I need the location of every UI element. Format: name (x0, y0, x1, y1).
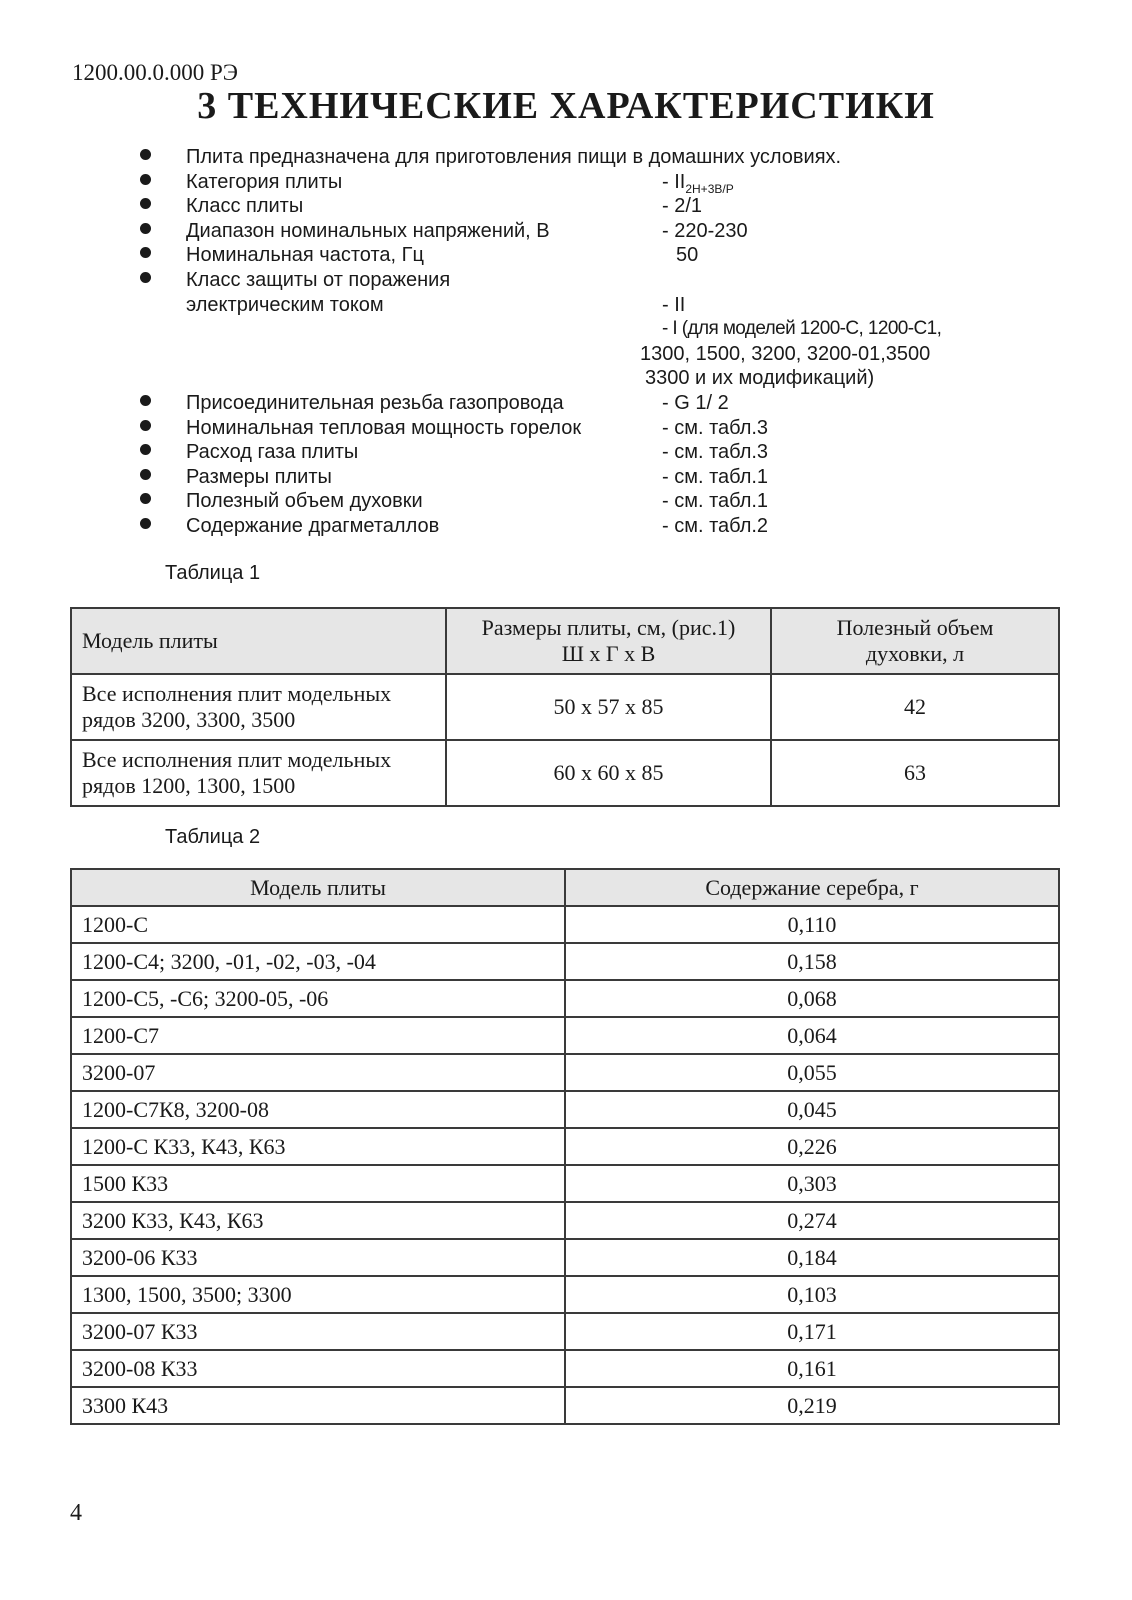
spec-value: - G 1/ 2 (662, 391, 729, 414)
spec-power (0, 417, 1132, 442)
table-row (71, 1350, 1059, 1387)
spec-value: - см. табл.3 (662, 416, 769, 439)
cell-volume: 42 (771, 674, 1059, 740)
spec-protection (0, 269, 1132, 294)
table-header-row (71, 608, 1059, 674)
cell-silver: 0,184 (565, 1239, 1059, 1276)
bullet-icon (140, 469, 151, 480)
section-title: 3 ТЕХНИЧЕСКИЕ ХАРАКТЕРИСТИКИ (197, 85, 935, 127)
bullet-icon (140, 198, 151, 209)
cell-silver: 0,045 (565, 1091, 1059, 1128)
cell-model-line2: рядов 3200, 3300, 3500 (82, 707, 296, 732)
spec-label: Категория плиты (186, 170, 343, 193)
table-row (71, 1239, 1059, 1276)
dimensions-table (70, 607, 1060, 807)
spec-value: - см. табл.1 (662, 490, 769, 513)
table-row (71, 943, 1059, 980)
bullet-icon (140, 272, 151, 283)
spec-value: - II (662, 293, 686, 316)
spec-label: Полезный объем духовки (186, 490, 423, 513)
spec-gas (0, 441, 1132, 466)
cell-model: 3200 К33, К43, К63 (71, 1202, 565, 1239)
table2-caption: Таблица 2 (165, 826, 261, 848)
table-row (71, 1128, 1059, 1165)
cell-model: 1200-С5, -С6; 3200-05, -06 (71, 980, 565, 1017)
bullet-icon (140, 174, 151, 185)
cell-model: 1200-С4; 3200, -01, -02, -03, -04 (71, 943, 565, 980)
cell-model (71, 674, 446, 740)
spec-label: Размеры плиты (186, 465, 332, 488)
spec-value: - 220-230 (662, 219, 748, 242)
spec-protection-cont (0, 367, 1132, 392)
table-row (71, 1054, 1059, 1091)
cell-model-line1: Все исполнения плит модельных (82, 747, 392, 772)
table-row (71, 980, 1059, 1017)
spec-frequency (0, 244, 1132, 269)
cell-silver: 0,226 (565, 1128, 1059, 1165)
cell-model-line1: Все исполнения плит модельных (82, 681, 392, 706)
header-model: Модель плиты (71, 608, 446, 674)
spec-value: - см. табл.3 (662, 441, 769, 464)
header-volume (771, 608, 1059, 674)
spec-value-subscript: 2H+3B/P (685, 181, 734, 196)
spec-purpose (0, 146, 1132, 171)
header-dimensions-line1: Размеры плиты, см, (рис.1) (481, 615, 736, 640)
cell-silver: 0,158 (565, 943, 1059, 980)
header-volume-line1: Полезный объем (836, 615, 994, 640)
table-row (71, 1017, 1059, 1054)
cell-volume: 63 (771, 740, 1059, 806)
spec-value: 50 (676, 244, 699, 267)
specifications-list (0, 146, 1132, 540)
cell-silver: 0,110 (565, 906, 1059, 943)
spec-class (0, 195, 1132, 220)
cell-silver: 0,055 (565, 1054, 1059, 1091)
bullet-icon (140, 223, 151, 234)
cell-model: 3200-08 К33 (71, 1350, 565, 1387)
bullet-icon (140, 493, 151, 504)
bullet-icon (140, 247, 151, 258)
cell-model: 1200-С (71, 906, 565, 943)
spec-value (662, 171, 734, 196)
cell-silver: 0,171 (565, 1313, 1059, 1350)
spec-value: - 2/1 (662, 195, 703, 218)
table-row (71, 1202, 1059, 1239)
cell-model: 1200-С7К8, 3200-08 (71, 1091, 565, 1128)
silver-content-table (70, 868, 1060, 1425)
spec-value: - I (для моделей 1200-С, 1200-С1, (662, 318, 942, 340)
table-body (71, 906, 1059, 1424)
spec-label: Номинальная частота, Гц (186, 244, 424, 267)
cell-model: 3200-06 К33 (71, 1239, 565, 1276)
cell-silver: 0,103 (565, 1276, 1059, 1313)
table-header-row (71, 869, 1059, 906)
cell-model: 3200-07 (71, 1054, 565, 1091)
table-row (71, 1091, 1059, 1128)
spec-label: электрическим током (186, 293, 384, 316)
spec-label: Присоединительная резьба газопровода (186, 391, 564, 414)
spec-category (0, 171, 1132, 196)
table-row (71, 1387, 1059, 1424)
spec-value: - см. табл.2 (662, 514, 769, 537)
cell-silver: 0,219 (565, 1387, 1059, 1424)
cell-model: 1500 К33 (71, 1165, 565, 1202)
cell-silver: 0,303 (565, 1165, 1059, 1202)
spec-value-main: - II (662, 170, 686, 193)
header-model: Модель плиты (71, 869, 565, 906)
cell-silver: 0,161 (565, 1350, 1059, 1387)
header-dimensions (446, 608, 771, 674)
cell-dimensions: 60 х 60 х 85 (446, 740, 771, 806)
spec-label: Плита предназначена для приготовления пищи в домашних условиях. (186, 146, 842, 168)
table-row (71, 674, 1059, 740)
table-row (71, 740, 1059, 806)
bullet-icon (140, 395, 151, 406)
spec-label: Содержание драгметаллов (186, 514, 440, 537)
cell-model: 3200-07 К33 (71, 1313, 565, 1350)
document-code: 1200.00.0.000 РЭ (72, 60, 238, 85)
cell-silver: 0,274 (565, 1202, 1059, 1239)
cell-model: 3300 К43 (71, 1387, 565, 1424)
spec-size (0, 466, 1132, 491)
spec-label: Класс плиты (186, 195, 304, 218)
header-silver: Содержание серебра, г (565, 869, 1059, 906)
table1-caption: Таблица 1 (165, 562, 261, 584)
spec-label: Номинальная тепловая мощность горелок (186, 416, 582, 439)
header-volume-line2: духовки, л (865, 641, 965, 666)
cell-model: 1200-С7 (71, 1017, 565, 1054)
cell-model: 1300, 1500, 3500; 3300 (71, 1276, 565, 1313)
spec-label: Класс защиты от поражения (186, 268, 451, 291)
spec-protection-cont (0, 318, 1132, 343)
table-row (71, 1276, 1059, 1313)
spec-protection-cont (0, 294, 1132, 319)
header-dimensions-line2: Ш х Г х В (561, 641, 656, 666)
bullet-icon (140, 518, 151, 529)
spec-label: Расход газа плиты (186, 441, 359, 464)
spec-volume (0, 490, 1132, 515)
spec-value: - см. табл.1 (662, 465, 769, 488)
bullet-icon (140, 149, 151, 160)
page-number: 4 (70, 1500, 82, 1526)
spec-value: 1300, 1500, 3200, 3200-01,3500 (640, 342, 931, 365)
cell-model-line2: рядов 1200, 1300, 1500 (82, 773, 296, 798)
spec-value: 3300 и их модификаций) (645, 367, 875, 390)
spec-protection-cont (0, 343, 1132, 368)
spec-metals (0, 515, 1132, 540)
spec-voltage (0, 220, 1132, 245)
spec-thread (0, 392, 1132, 417)
cell-model: 1200-С К33, К43, К63 (71, 1128, 565, 1165)
bullet-icon (140, 420, 151, 431)
table-row (71, 906, 1059, 943)
cell-model (71, 740, 446, 806)
cell-silver: 0,064 (565, 1017, 1059, 1054)
cell-silver: 0,068 (565, 980, 1059, 1017)
spec-label: Диапазон номинальных напряжений, В (186, 219, 550, 242)
cell-dimensions: 50 х 57 х 85 (446, 674, 771, 740)
table-row (71, 1165, 1059, 1202)
bullet-icon (140, 444, 151, 455)
table-row (71, 1313, 1059, 1350)
